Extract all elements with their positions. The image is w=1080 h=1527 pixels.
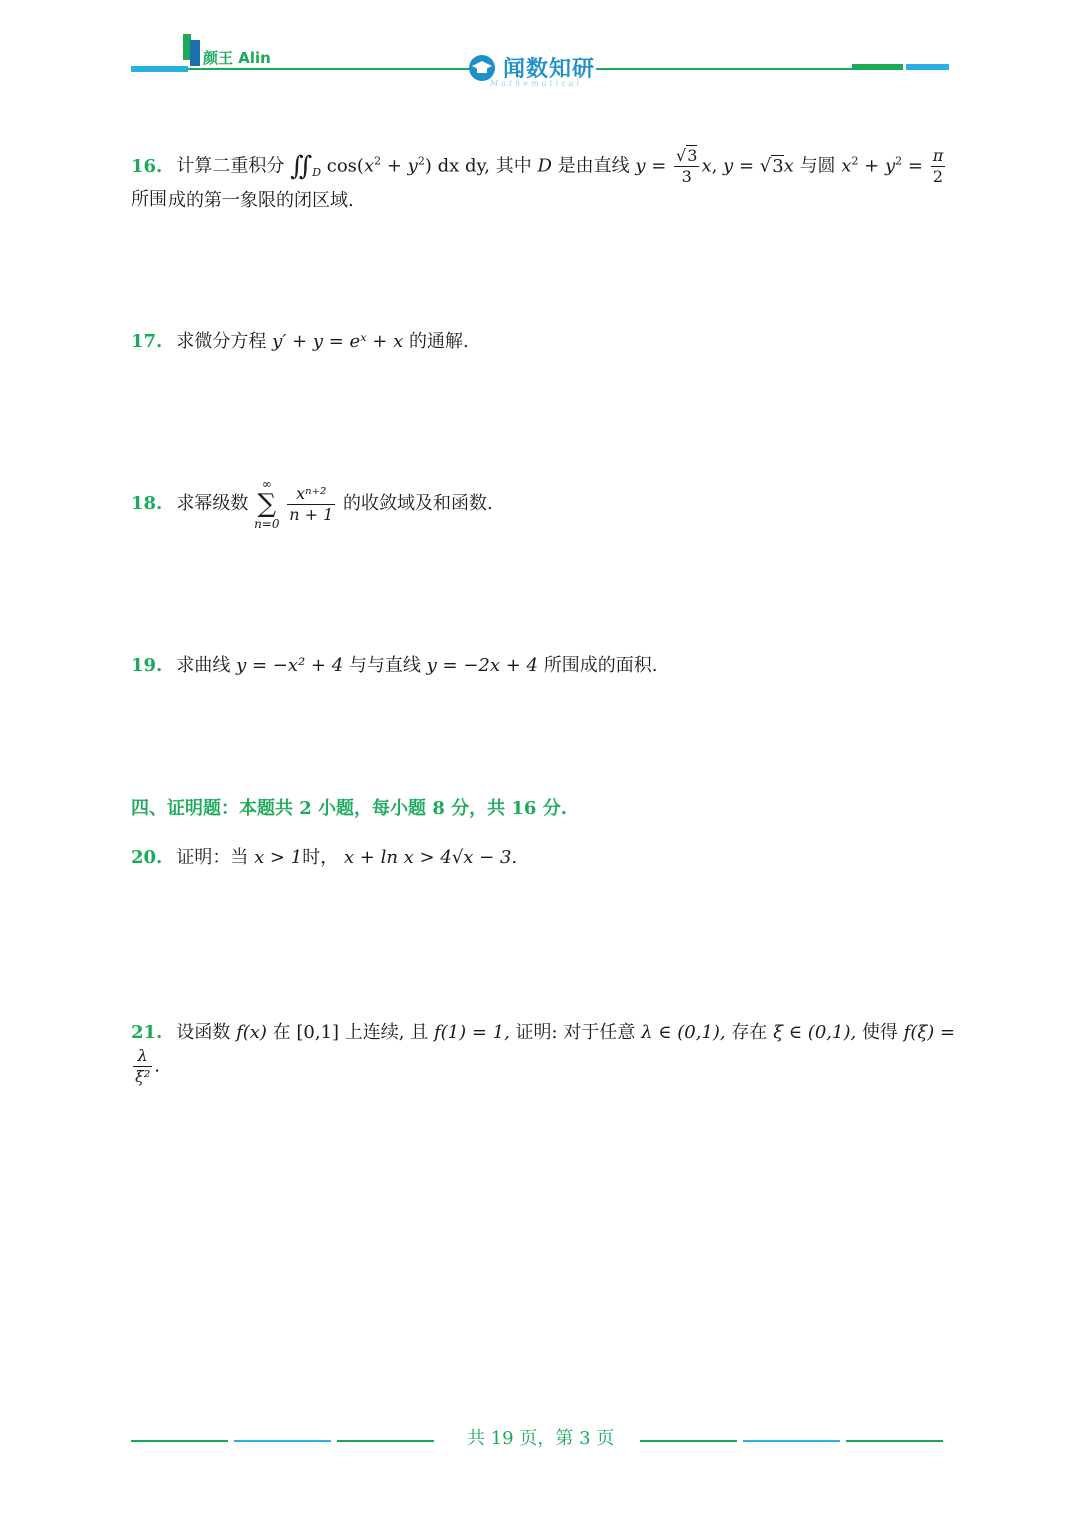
question-number: 20. — [131, 847, 163, 868]
footer-ornament — [846, 1440, 943, 1442]
formula: y = −2x + 4 — [426, 655, 539, 676]
region-var: D — [537, 155, 552, 177]
formula: λ ∈ (0,1), — [641, 1022, 726, 1043]
series-fraction: $\frac{\text{xⁿ⁺²}}{n + 1}$ — [289, 483, 334, 524]
brand-center: 闻数知研 — [503, 57, 596, 82]
question-number: 17. — [131, 331, 163, 352]
question-16-line2: 成的第一象限的闭区域. — [168, 190, 354, 211]
question-17 — [131, 329, 469, 355]
question-number: 19. — [131, 655, 163, 676]
header-line-left — [131, 66, 188, 72]
formula: ξ ∈ (0,1), — [773, 1022, 857, 1043]
footer-ornament — [234, 1440, 331, 1442]
question-16: 16. 计算二重积分 $∬_D$ $\cos(x^2 + y^2)$ dx dy, 其中 D 是由直线 y = $\frac{√3}{3}$ x, y = √3x 与圆 $x^2 + y^2$ = $\frac{\pi}{2}$ 所围 — [131, 146, 944, 210]
footer-ornament — [131, 1440, 228, 1442]
formula: f(ξ) = — [903, 1022, 956, 1043]
brand-sub: Mathematical — [490, 79, 582, 88]
question-text: 证明: 对于任意 — [515, 1022, 636, 1043]
header-line-mid-left — [188, 68, 471, 70]
question-text: 与与直线 — [348, 655, 421, 676]
header-line-right-green — [852, 64, 903, 70]
question-text: 的通解. — [409, 331, 469, 352]
question-20 — [131, 845, 517, 871]
summation: ∞ ∑ n=0 — [254, 477, 280, 531]
question-text: 所围 — [131, 189, 167, 210]
lambda-fraction: $\frac{\lambda}{\text{ξ²}}$ — [135, 1046, 151, 1086]
question-text: 证明：当 — [176, 847, 249, 868]
brand-left: 颜王 Alin — [203, 49, 271, 67]
question-text: 的收敛域及和函数. — [343, 493, 493, 514]
question-text: 求曲线 — [176, 655, 231, 676]
formula: y = −x² + 4 — [236, 655, 344, 676]
formula: f(x) — [236, 1022, 267, 1043]
question-text: 设函数 — [176, 1022, 231, 1043]
question-text: 时， — [302, 847, 339, 868]
footer-ornament — [337, 1440, 434, 1442]
footer-ornament — [743, 1440, 840, 1442]
page-number: 共 19 页，第 3 页 — [467, 1428, 615, 1449]
fraction-pi-over-2: $\frac{\pi}{2}$ — [932, 146, 944, 186]
formula: f(1) = 1, — [433, 1022, 510, 1043]
section-title: 四、证明题：本题共 2 小题，每小题 8 分，共 16 分. — [131, 798, 567, 819]
question-18 — [131, 474, 493, 534]
question-19 — [131, 653, 657, 679]
question-text: 存在 — [731, 1022, 768, 1043]
header-line-mid-right — [596, 68, 852, 70]
logo-icon — [183, 34, 201, 66]
fraction-sqrt3-over-3: $\frac{√3}{3}$ — [676, 146, 698, 186]
question-number: 21. — [131, 1022, 163, 1043]
question-text: 与圆 — [799, 155, 836, 177]
question-text: 求微分方程 — [176, 331, 267, 352]
question-number: 16. — [131, 155, 163, 177]
integral-subscript: D — [312, 166, 322, 180]
question-text: 求幂级数 — [176, 493, 249, 514]
question-text: 在 [0,1] 上连续, 且 — [272, 1022, 429, 1043]
header-line-right-blue — [906, 64, 949, 70]
question-number: 18. — [131, 493, 163, 514]
formula: x > 1 — [254, 847, 303, 868]
footer-ornament — [640, 1440, 737, 1442]
question-text: 是由直线 — [557, 155, 630, 177]
question-text: dx dy, 其中 — [437, 155, 532, 177]
cos-label: cos — [326, 155, 357, 177]
formula: y′ + y = eˣ + x — [272, 331, 404, 352]
question-text: 所围成的面积. — [543, 655, 658, 676]
question-text: 计算二重积分 — [176, 155, 285, 177]
question-21: 21. 设函数 f(x) 在 [0,1] 上连续, 且 f(1) = 1, 证明: 对于任意 λ ∈ (0,1), 存在 ξ ∈ (0,1), 使得 f(ξ) = $\frac{\lambda}{\text{ξ²}}$ . — [131, 1022, 956, 1086]
formula: x + ln x > 4√x − 3. — [343, 847, 518, 868]
question-text: 使得 — [861, 1022, 898, 1043]
